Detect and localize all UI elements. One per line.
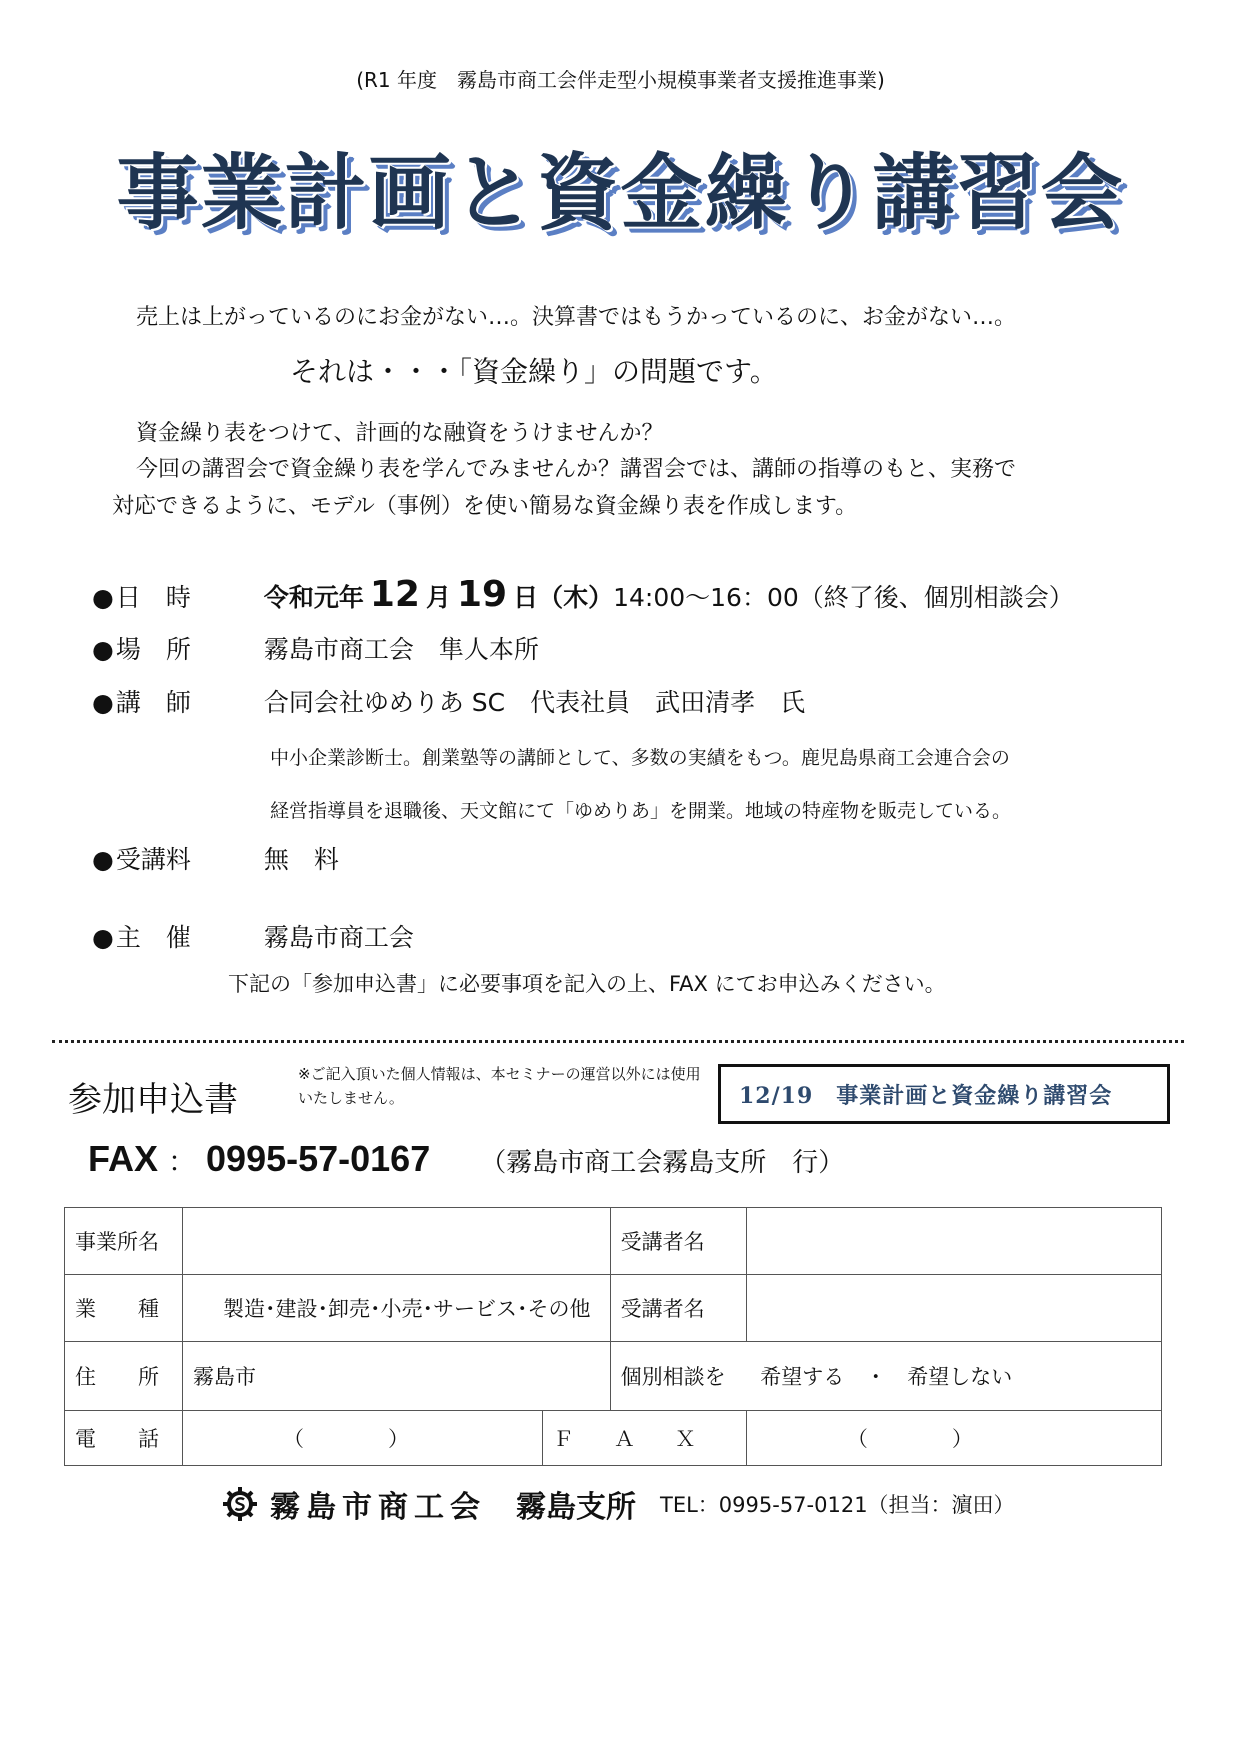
fee-label: 受講料 — [115, 845, 191, 874]
attendee-2-field[interactable] — [746, 1275, 1161, 1342]
phone-label: 電 話 — [65, 1411, 183, 1466]
table-row — [65, 1275, 1162, 1342]
fax-number: 0995-57-0167 — [206, 1138, 431, 1179]
consultation-label: 個別相談を — [620, 1365, 726, 1389]
event-subtitle: (R1 年度 霧島市商工会伴走型小規模事業者支援推進事業) — [356, 68, 885, 92]
bullet-icon: ● — [92, 635, 114, 664]
footer-branch-name: 霧島支所 — [516, 1490, 636, 1525]
bullet-icon: ● — [92, 583, 114, 612]
table-row — [65, 1411, 1162, 1466]
attendee-1-label: 受講者名 — [610, 1208, 746, 1275]
footer-org-name: 霧島市商工会 — [270, 1490, 486, 1525]
place-value: 霧島市商工会 隼人本所 — [263, 635, 539, 664]
place-label: 場 所 — [115, 635, 191, 664]
lecturer-value: 合同会社ゆめりあ SC 代表社員 武田清孝 氏 — [263, 688, 806, 717]
cut-line-divider — [52, 1040, 1184, 1043]
bullet-icon: ● — [92, 688, 114, 717]
address-field[interactable]: 霧島市 — [183, 1342, 611, 1411]
footer-contact — [222, 1482, 1015, 1526]
datetime-era: 令和元年 — [263, 583, 364, 612]
intro-line-3: 資金繰り表をつけて、計画的な融資をうけませんか？ — [136, 421, 664, 446]
fax-field[interactable]: （ ） — [746, 1411, 1161, 1466]
datetime-month-unit: 月 — [425, 583, 451, 612]
datetime-month: 12 — [369, 574, 420, 615]
page-title: 事業計画と資金繰り講習会 — [116, 146, 1125, 241]
consultation-options[interactable]: 希望する ・ 希望しない — [760, 1365, 1013, 1389]
application-form-title: 参加申込書 — [68, 1080, 238, 1120]
privacy-note: ※ご記入頂いた個人情報は、本セミナーの運営以外には使用いたしません。 — [298, 1065, 701, 1107]
fax-label: FAX — [88, 1138, 159, 1179]
lecturer-bio-line-2: 経営指導員を退職後、天文館にて「ゆめりあ」を開業。地域の特産物を販売している。 — [270, 800, 1012, 822]
intro-line-5: 対応できるように、モデル（事例）を使い簡易な資金繰り表を作成します。 — [112, 494, 858, 519]
application-form-table — [64, 1207, 1162, 1466]
industry-options[interactable]: 製造･建設･卸売･小売･サービス･その他 — [183, 1275, 611, 1342]
address-label: 住 所 — [65, 1342, 183, 1411]
datetime-row — [92, 574, 1074, 615]
event-label-box: 12/19 事業計画と資金繰り講習会 — [718, 1064, 1170, 1124]
attendee-1-field[interactable] — [746, 1208, 1161, 1275]
fax-destination: （霧島市商工会霧島支所 行） — [480, 1148, 845, 1178]
datetime-day: 19 — [456, 574, 508, 615]
datetime-label: 日 時 — [115, 583, 191, 612]
fee-value: 無 料 — [263, 845, 339, 874]
organizer-row — [92, 918, 414, 954]
footer-tel: TEL：0995-57-0121（担当：濵田） — [660, 1493, 1015, 1517]
phone-field[interactable]: （ ） — [183, 1411, 543, 1466]
apply-instruction: 下記の「参加申込書」に必要事項を記入の上、FAX にてお申込みください。 — [228, 972, 946, 996]
organizer-label: 主 催 — [115, 923, 191, 952]
fee-row — [92, 840, 339, 876]
fax-line — [88, 1138, 844, 1180]
business-name-label: 事業所名 — [65, 1208, 183, 1275]
datetime-day-unit: 日 — [513, 583, 539, 612]
organizer-value: 霧島市商工会 — [263, 923, 414, 952]
table-row — [65, 1208, 1162, 1275]
fax-separator: ： — [168, 1145, 197, 1178]
lecturer-bio-line-1: 中小企業診断士。創業塾等の講師として、多数の実績をもつ。鹿児島県商工会連合会の — [270, 747, 1010, 769]
shokokai-logo-icon — [222, 1486, 258, 1522]
fax-field-label: ＦＡＸ — [542, 1411, 746, 1466]
datetime-time: 14:00～16：00（終了後、個別相談会） — [613, 583, 1074, 612]
intro-line-2: それは・・・「資金繰り」の問題です。 — [290, 355, 778, 388]
business-name-field[interactable] — [183, 1208, 611, 1275]
intro-line-1: 売上は上がっているのにお金がない…。決算書ではもうかっているのに、お金がない…。 — [136, 305, 1017, 330]
place-row — [92, 630, 539, 666]
attendee-2-label: 受講者名 — [610, 1275, 746, 1342]
industry-label: 業 種 — [65, 1275, 183, 1342]
datetime-weekday: （木） — [538, 583, 614, 612]
lecturer-row — [92, 683, 805, 719]
bullet-icon: ● — [92, 845, 114, 874]
intro-line-4: 今回の講習会で資金繰り表を学んでみませんか？講習会では、講師の指導のもと、実務で — [136, 457, 1017, 482]
table-row — [65, 1342, 1162, 1411]
bullet-icon: ● — [92, 923, 114, 952]
lecturer-label: 講 師 — [115, 688, 191, 717]
consultation-choice[interactable] — [610, 1342, 1161, 1411]
